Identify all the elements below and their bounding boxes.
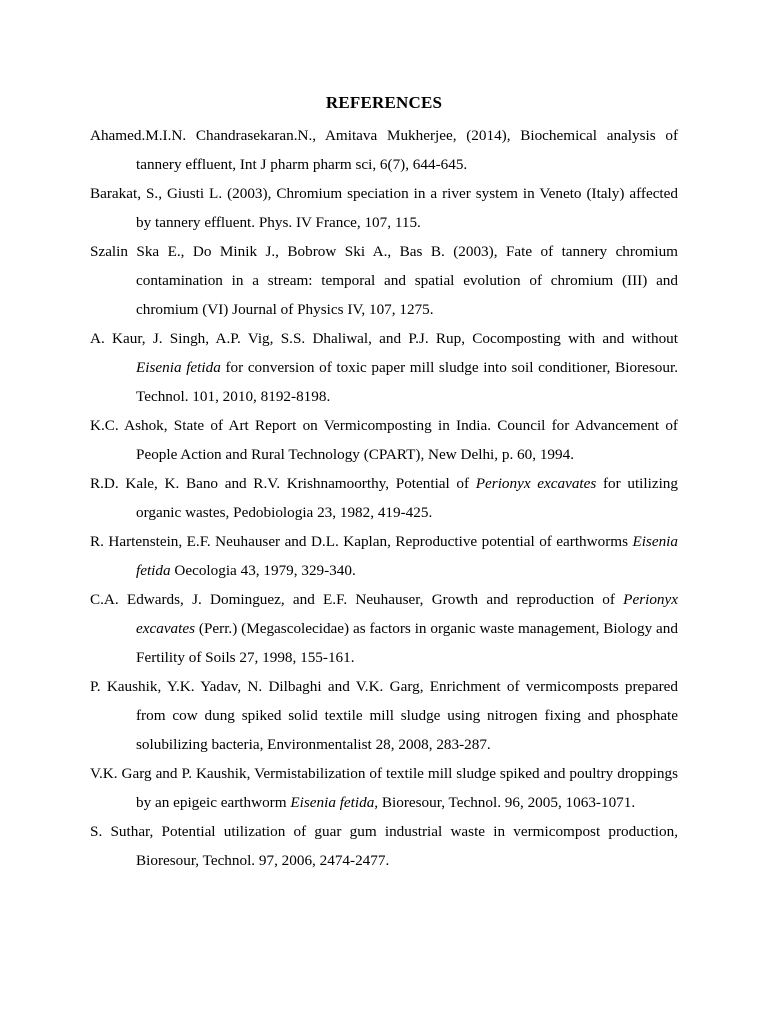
reference-entry: [90, 237, 678, 324]
reference-text: P. Kaushik, Y.K. Yadav, N. Dilbaghi and V.K. Garg, Enrichment of vermicomposts prepared from cow dung spiked solid textile mill sludge using nitrogen fixing and phosphate solubilizing bacteria, Environmentalist 28, 2008, 283-287.: [90, 678, 678, 753]
reference-italic-text: Perionyx excavates: [136, 591, 678, 637]
reference-text: K.C. Ashok, State of Art Report on Vermicomposting in India. Council for Advancement of People Action and Rural Technology (CPART), New Delhi, p. 60, 1994.: [90, 417, 678, 463]
reference-text: R. Hartenstein, E.F. Neuhauser and D.L. Kaplan, Reproductive potential of earthworms: [90, 533, 633, 550]
page-title: REFERENCES: [325, 93, 443, 112]
reference-text: R.D. Kale, K. Bano and R.V. Krishnamoorthy, Potential of: [90, 475, 476, 492]
reference-entry: [90, 817, 678, 875]
reference-italic-text: Perionyx excavates: [475, 475, 597, 492]
reference-entry: [90, 585, 678, 672]
reference-text: Oecologia 43, 1979, 329-340.: [170, 562, 356, 579]
reference-text: S. Suthar, Potential utilization of guar gum industrial waste in vermicompost production, Bioresour, Technol. 97, 2006, 2474-2477.: [90, 823, 678, 869]
reference-italic-text: Eisenia fetida: [136, 533, 678, 579]
reference-text: Barakat, S., Giusti L. (2003), Chromium speciation in a river system in Veneto (Italy) affected by tannery effluent. Phys. IV France, 107, 115.: [90, 185, 678, 231]
reference-entry: [90, 179, 678, 237]
reference-entry: [90, 121, 678, 179]
reference-italic-text: Eisenia fetida,: [290, 794, 379, 811]
reference-entry: [90, 411, 678, 469]
reference-entry: [90, 759, 678, 817]
reference-entry: [90, 469, 678, 527]
reference-text: Ahamed.M.I.N. Chandrasekaran.N., Amitava Mukherjee, (2014), Biochemical analysis of tannery effluent, Int J pharm pharm sci, 6(7), 644-645.: [90, 127, 678, 173]
reference-text: C.A. Edwards, J. Dominguez, and E.F. Neuhauser, Growth and reproduction of: [90, 591, 624, 608]
reference-text: for utilizing organic wastes, Pedobiologia 23, 1982, 419-425.: [136, 475, 678, 521]
reference-entry: [90, 527, 678, 585]
reference-text: A. Kaur, J. Singh, A.P. Vig, S.S. Dhaliwal, and P.J. Rup, Cocomposting with and without: [90, 330, 678, 347]
reference-text: (Perr.) (Megascolecidae) as factors in organic waste management, Biology and Fertility of Soils 27, 1998, 155-161.: [136, 620, 678, 666]
reference-text: V.K. Garg and P. Kaushik, Vermistabilization of textile mill sludge spiked and poultry droppings by an epigeic earthworm: [90, 765, 678, 811]
reference-list: [90, 121, 678, 875]
reference-entry: [90, 672, 678, 759]
reference-italic-text: Eisenia fetida: [136, 359, 221, 376]
reference-text: Szalin Ska E., Do Minik J., Bobrow Ski A., Bas B. (2003), Fate of tannery chromium contamination in a stream: temporal and spatial evolution of chromium (III) and chromium (VI) Journal of Physics IV, 107, 1275.: [90, 243, 678, 318]
reference-text: for conversion of toxic paper mill sludge into soil conditioner, Bioresour. Technol. 101, 2010, 8192-8198.: [136, 359, 678, 405]
reference-entry: [90, 324, 678, 411]
reference-text: Bioresour, Technol. 96, 2005, 1063-1071.: [378, 794, 636, 811]
